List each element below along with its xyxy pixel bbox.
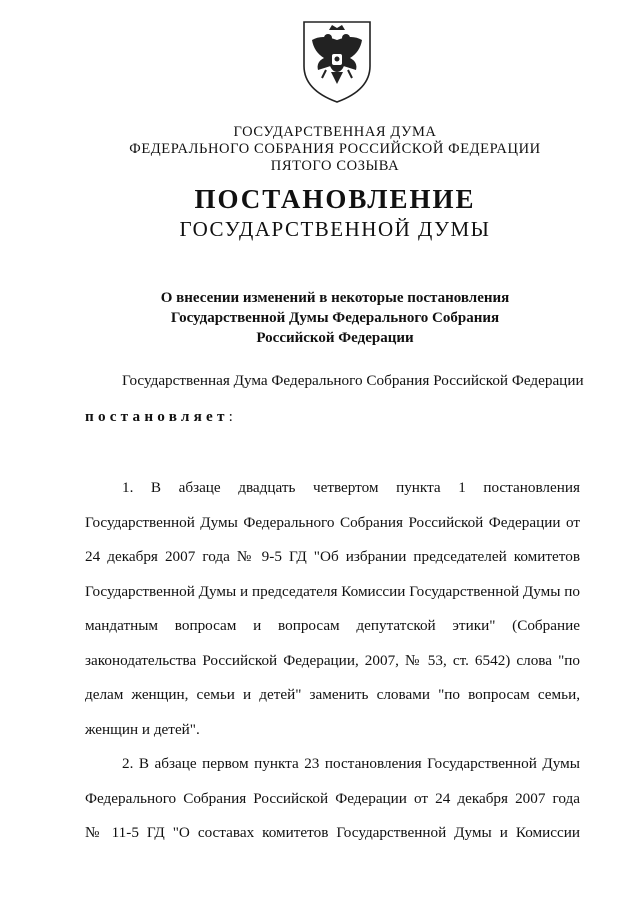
paragraph-2-line-3: № 11-5 ГД "О составах комитетов Государственной Думы и Комиссии xyxy=(85,824,580,841)
convocation-line: ПЯТОГО СОЗЫВА xyxy=(270,158,400,174)
paragraph-1-line-8: женщин и детей". xyxy=(85,720,200,738)
resolution-heading-line-2: Государственной Думы Федерального Собрания xyxy=(170,310,500,326)
resolves-colon: : xyxy=(228,408,233,425)
paragraph-1 xyxy=(85,471,580,747)
paragraph-2-line-1: 2. В абзаце первом пункта 23 постановления Государственной Думы xyxy=(122,755,580,772)
resolution-heading-line-1: О внесении изменений в некоторые постановления xyxy=(160,290,510,306)
paragraph-1-line-4: Государственной Думы и председателя Комиссии Государственной Думы по xyxy=(85,582,580,600)
org-name-line-1: ГОСУДАРСТВЕННАЯ ДУМА xyxy=(233,124,437,140)
document-subtitle: ГОСУДАРСТВЕННОЙ ДУМЫ xyxy=(179,217,491,241)
paragraph-1-line-3: 24 декабря 2007 года № 9-5 ГД "Об избрании председателей комитетов xyxy=(85,548,580,565)
org-name-line-2: ФЕДЕРАЛЬНОГО СОБРАНИЯ РОССИЙСКОЙ ФЕДЕРАЦИИ xyxy=(129,141,541,157)
intro-sentence: Государственная Дума Федерального Собрания Российской Федерации xyxy=(122,372,584,389)
paragraph-1-line-1: 1. В абзаце двадцать четвертом пункта 1 постановления xyxy=(122,479,580,496)
resolution-heading-line-3: Российской Федерации xyxy=(256,330,414,346)
resolves-word xyxy=(85,408,233,426)
coat-of-arms-icon xyxy=(298,18,376,104)
document-title: ПОСТАНОВЛЕНИЕ xyxy=(194,184,476,214)
paragraph-2-line-2: Федерального Собрания Российской Федерации от 24 декабря 2007 года xyxy=(85,789,580,807)
paragraph-1-line-2: Государственной Думы Федерального Собрания Российской Федерации от xyxy=(85,513,580,531)
paragraph-2 xyxy=(85,747,580,851)
resolves-text: постановляет xyxy=(85,408,229,425)
paragraph-1-line-7: делам женщин, семьи и детей" заменить словами "по вопросам семьи, xyxy=(85,686,580,703)
paragraph-1-line-5: мандатным вопросам и вопросам депутатской этики" (Собрание xyxy=(85,617,580,634)
paragraph-1-line-6: законодательства Российской Федерации, 2007, № 53, ст. 6542) слова "по xyxy=(85,651,580,669)
